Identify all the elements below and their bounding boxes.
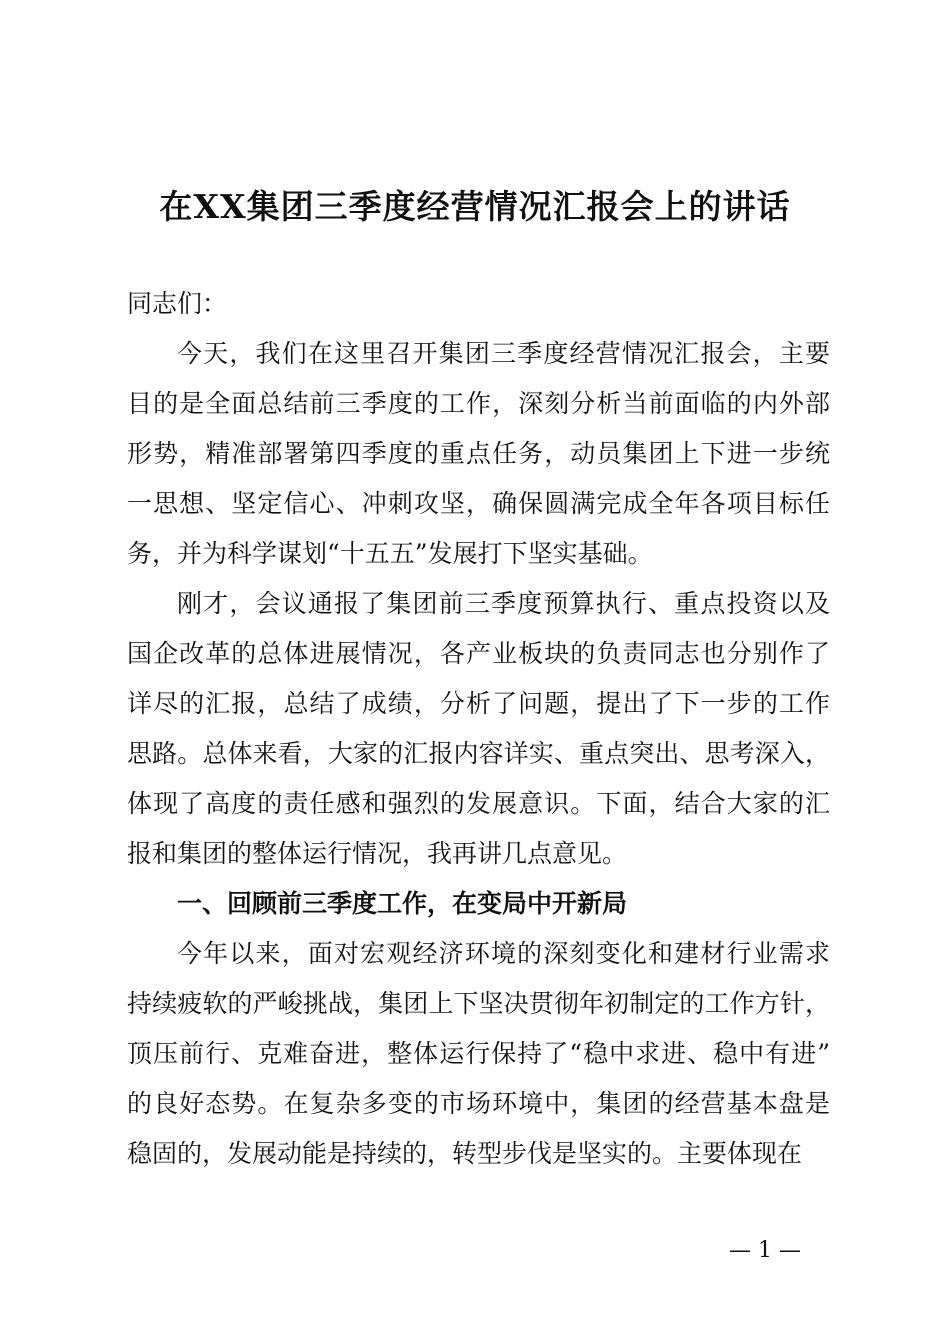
- paragraph: [127, 579, 830, 879]
- text-line: 持续疲软的严峻挑战，集团上下坚决贯彻年初制定的工作方针，: [127, 989, 830, 1018]
- paragraph: [127, 929, 830, 1179]
- text-line: 稳固的，发展动能是持续的，转型步伐是坚实的。主要体现在: [127, 1139, 803, 1168]
- text-line: 详尽的汇报，总结了成绩，分析了问题，提出了下一步的工作: [127, 689, 830, 718]
- section-heading: [127, 879, 830, 929]
- text-line: 一思想、坚定信心、冲刺攻坚，确保圆满完成全年各项目标任: [127, 489, 830, 518]
- document-body: [127, 279, 830, 1179]
- text-line: 体现了高度的责任感和强烈的发展意识。下面，结合大家的汇: [127, 789, 830, 818]
- text-line: 形势，精准部署第四季度的重点任务，动员集团上下进一步统: [127, 439, 830, 468]
- document-title: 在XX集团三季度经营情况汇报会上的讲话: [159, 187, 791, 226]
- text-line: 今天，我们在这里召开集团三季度经营情况汇报会，主要: [177, 339, 830, 368]
- text-line: 今年以来，面对宏观经济环境的深刻变化和建材行业需求: [177, 939, 830, 968]
- paragraph: [127, 329, 830, 579]
- text-line: 思路。总体来看，大家的汇报内容详实、重点突出、思考深入，: [127, 739, 830, 768]
- salutation: 同志们：: [127, 289, 228, 318]
- text-line: 务，并为科学谋划“十五五”发展打下坚实基础。: [127, 539, 653, 568]
- text-line: 报和集团的整体运行情况，我再讲几点意见。: [127, 839, 628, 868]
- text-line: 目的是全面总结前三季度的工作，深刻分析当前面临的内外部: [127, 389, 830, 418]
- text-line: 顶压前行、克难奋进，整体运行保持了“稳中求进、稳中有进”: [127, 1039, 830, 1068]
- text-line: 的良好态势。在复杂多变的市场环境中，集团的经营基本盘是: [127, 1089, 830, 1118]
- text-line: 国企改革的总体进展情况，各产业板块的负责同志也分别作了: [127, 639, 830, 668]
- text-line: 刚才，会议通报了集团前三季度预算执行、重点投资以及: [177, 589, 830, 618]
- page-number: — 1 —: [729, 1238, 801, 1263]
- text-line: 一、回顾前三季度工作，在变局中开新局: [177, 889, 628, 918]
